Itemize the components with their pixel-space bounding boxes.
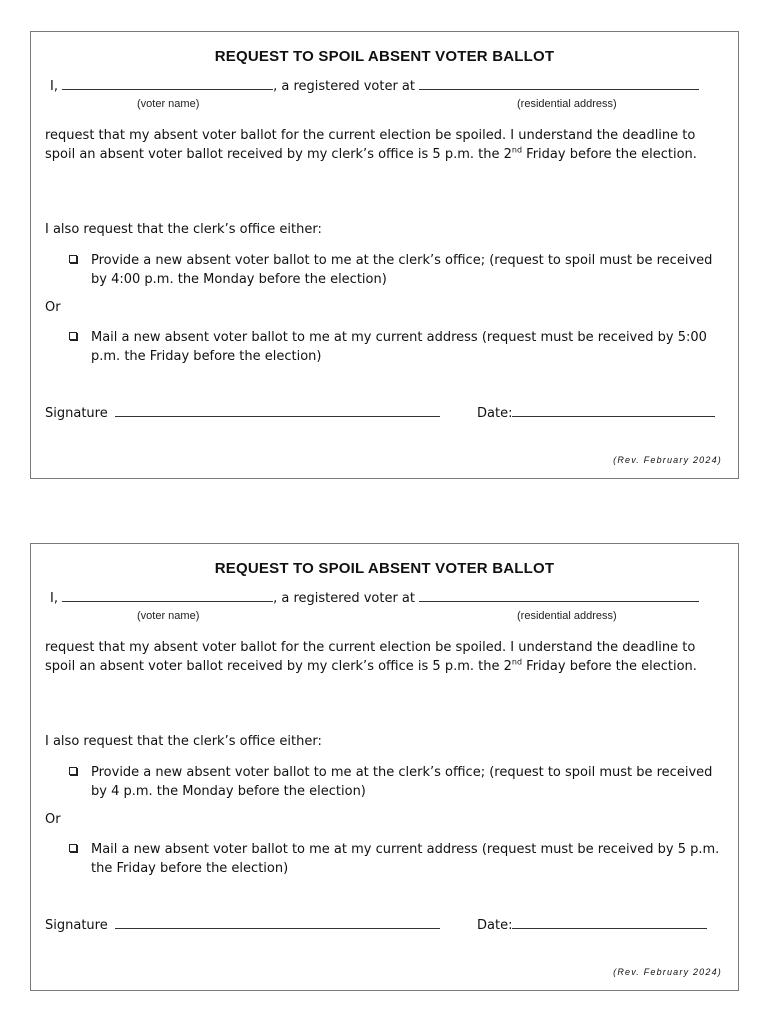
option-mail-label: Mail a new absent voter ballot to me at my current address (request must be received by 5 p.m. the Friday before the election) xyxy=(91,842,720,876)
voter-declaration-line xyxy=(50,78,699,94)
checkbox-icon[interactable] xyxy=(69,767,77,775)
or-separator: Or xyxy=(45,300,61,315)
date-field[interactable] xyxy=(512,405,715,417)
ordinal-suffix: nd xyxy=(511,145,523,155)
date-field[interactable] xyxy=(512,917,707,929)
option-pickup-label: Provide a new absent voter ballot to me at the clerk’s office; (request to spoil must be received by 4:00 p.m. the Monday before the election) xyxy=(91,253,713,287)
revision-note: (Rev. February 2024) xyxy=(613,455,722,465)
signature-label: Signature xyxy=(45,918,112,933)
voter-name-field[interactable] xyxy=(62,590,273,602)
line-prefix: I, xyxy=(50,591,63,606)
request-paragraph xyxy=(45,638,725,676)
option-pickup-label: Provide a new absent voter ballot to me at the clerk’s office; (request to spoil must be received by 4 p.m. the Monday before the election) xyxy=(91,765,713,799)
request-text-part2: Friday before the election. xyxy=(522,147,697,162)
signature-label: Signature xyxy=(45,406,112,421)
signature-row xyxy=(45,405,440,421)
revision-note: (Rev. February 2024) xyxy=(613,967,722,977)
voter-name-hint: (voter name) xyxy=(137,98,200,110)
option-mail-label: Mail a new absent voter ballot to me at my current address (request must be received by 5:00 p.m. the Friday before the election) xyxy=(91,330,707,364)
line-middle: , a registered voter at xyxy=(273,591,420,606)
signature-row xyxy=(45,917,440,933)
date-label: Date: xyxy=(477,918,513,933)
voter-name-hint: (voter name) xyxy=(137,610,200,622)
line-prefix: I, xyxy=(50,79,63,94)
request-paragraph xyxy=(45,126,725,164)
request-text-part1: request that my absent voter ballot for the current election be spoiled. I understand the deadline to spoil an absent voter ballot received by my clerk’s office is 5 p.m. the 2 xyxy=(45,128,696,162)
spoil-ballot-form-upper xyxy=(30,31,739,479)
date-row xyxy=(477,405,715,421)
request-text-part1: request that my absent voter ballot for the current election be spoiled. I understand the deadline to spoil an absent voter ballot received by my clerk’s office is 5 p.m. the 2 xyxy=(45,640,696,674)
checkbox-icon[interactable] xyxy=(69,255,77,263)
either-text: I also request that the clerk’s office either: xyxy=(45,222,322,237)
address-hint: (residential address) xyxy=(517,610,617,622)
signature-field[interactable] xyxy=(115,405,440,417)
voter-name-field[interactable] xyxy=(62,78,273,90)
residential-address-field[interactable] xyxy=(419,590,699,602)
date-label: Date: xyxy=(477,406,513,421)
date-row xyxy=(477,917,707,933)
either-text: I also request that the clerk’s office either: xyxy=(45,734,322,749)
form-title: REQUEST TO SPOIL ABSENT VOTER BALLOT xyxy=(214,48,555,65)
checkbox-icon[interactable] xyxy=(69,332,77,340)
form-title: REQUEST TO SPOIL ABSENT VOTER BALLOT xyxy=(214,560,555,577)
spoil-ballot-form-lower xyxy=(30,543,739,991)
line-middle: , a registered voter at xyxy=(273,79,420,94)
residential-address-field[interactable] xyxy=(419,78,699,90)
signature-field[interactable] xyxy=(115,917,440,929)
checkbox-icon[interactable] xyxy=(69,844,77,852)
address-hint: (residential address) xyxy=(517,98,617,110)
request-text-part2: Friday before the election. xyxy=(522,659,697,674)
or-separator: Or xyxy=(45,812,61,827)
ordinal-suffix: nd xyxy=(511,657,523,667)
voter-declaration-line xyxy=(50,590,699,606)
